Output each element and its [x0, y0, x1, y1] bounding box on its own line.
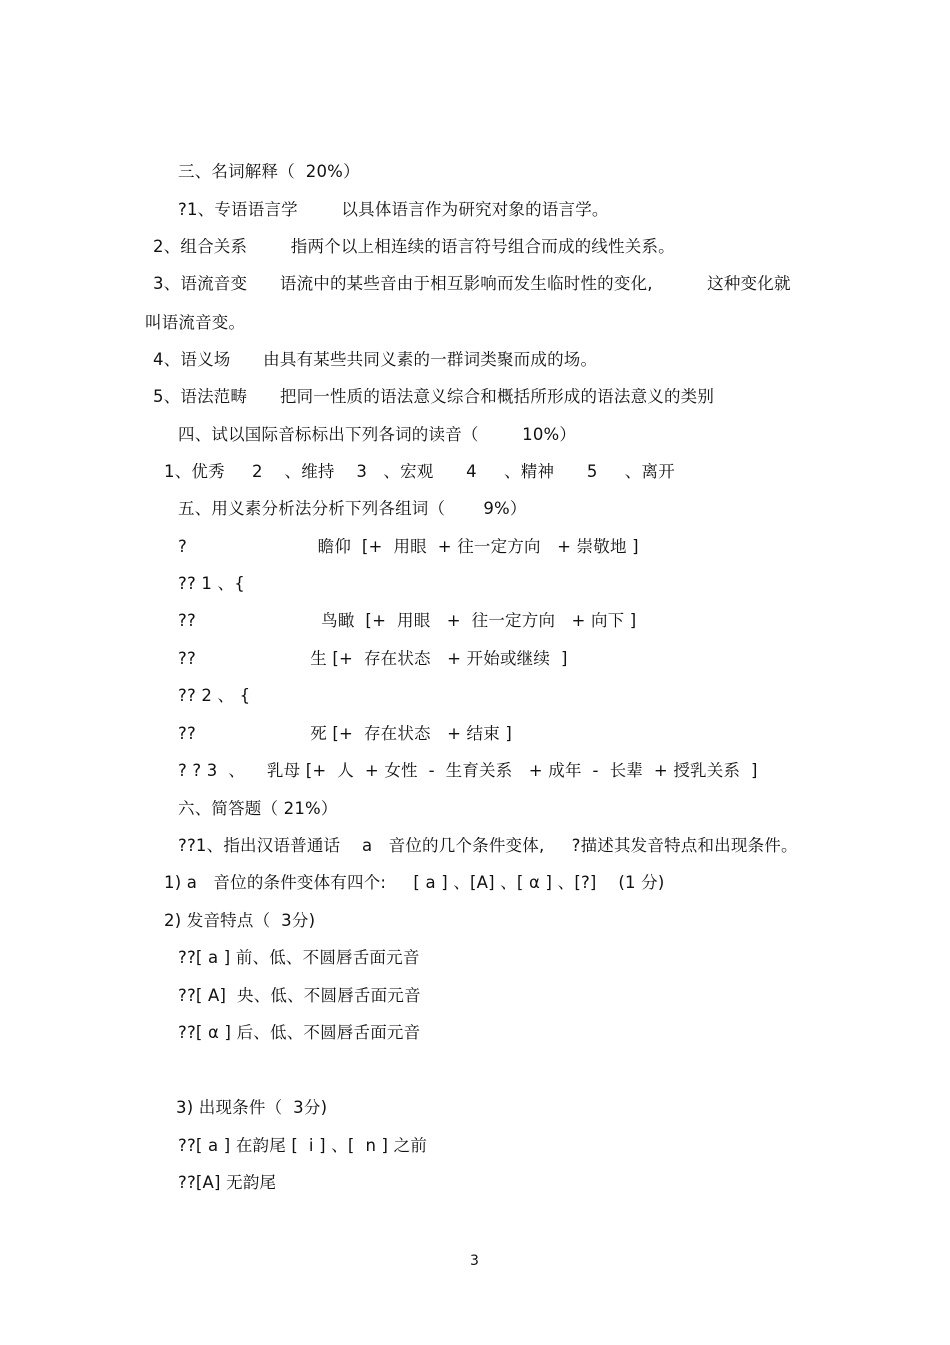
answer-3-heading: 3) 出现条件（ 3分) — [176, 1098, 328, 1117]
section-3-heading: 三、名词解释（ 20%） — [178, 162, 360, 181]
term-1-text: ?1、专语语言学 以具体语言作为研究对象的语言学。 — [178, 200, 609, 219]
term-3-continuation: 叫语流音变。 — [145, 313, 246, 332]
answer-1-text: 1) a 音位的条件变体有四个: [ a ] 、[A] 、[ α ] 、[?] (1 分) — [164, 873, 665, 892]
question-1-text: ??1、指出汉语普通话 a 音位的几个条件变体, ?描述其发音特点和出现条件。 — [178, 836, 798, 855]
analysis-line-4: ?? 生 [+ 存在状态 + 开始或继续 ] — [178, 649, 568, 668]
analysis-line-7: ? ? 3 、 乳母 [+ 人 + 女性 - 生育关系 + 成年 - 长辈 + 授乳关系 ] — [178, 761, 758, 780]
answer-2-heading: 2) 发音特点（ 3分) — [164, 911, 316, 930]
term-4-text: 4、语义场 由具有某些共同义素的一群词类聚而成的场。 — [153, 350, 598, 369]
answer-2-line-1: ??[ a ] 前、低、不圆唇舌面元音 — [178, 948, 420, 967]
analysis-line-3: ?? 鸟瞰 [+ 用眼 + 往一定方向 + 向下 ] — [178, 611, 637, 630]
word-list: 1、优秀 2 、维持 3 、宏观 4 、精神 5 、离开 — [164, 462, 675, 481]
answer-3-line-1: ??[ a ] 在韵尾 [ i ] 、[ n ] 之前 — [178, 1136, 428, 1155]
analysis-line-2: ?? 1 、{ — [178, 574, 245, 593]
answer-2-line-2: ??[ A] 央、低、不圆唇舌面元音 — [178, 986, 421, 1005]
section-6-heading: 六、简答题（ 21%） — [178, 799, 338, 818]
section-5-heading: 五、用义素分析法分析下列各组词（ 9%） — [178, 499, 527, 518]
analysis-line-6: ?? 死 [+ 存在状态 + 结束 ] — [178, 724, 513, 743]
analysis-line-1: ? 瞻仰 [+ 用眼 + 往一定方向 + 崇敬地 ] — [178, 537, 639, 556]
term-2-text: 2、组合关系 指两个以上相连续的语言符号组合而成的线性关系。 — [153, 237, 675, 256]
answer-3-line-2: ??[A] 无韵尾 — [178, 1173, 277, 1192]
page-number: 3 — [470, 1253, 479, 1269]
answer-2-line-3: ??[ α ] 后、低、不圆唇舌面元音 — [178, 1023, 421, 1042]
term-3-text: 3、语流音变 语流中的某些音由于相互影响而发生临时性的变化, 这种变化就 — [153, 274, 791, 293]
section-4-heading: 四、试以国际音标标出下列各词的读音（ 10%） — [178, 425, 577, 444]
term-5-text: 5、语法范畴 把同一性质的语法意义综合和概括所形成的语法意义的类别 — [153, 387, 715, 406]
analysis-line-5: ?? 2 、 { — [178, 686, 251, 705]
